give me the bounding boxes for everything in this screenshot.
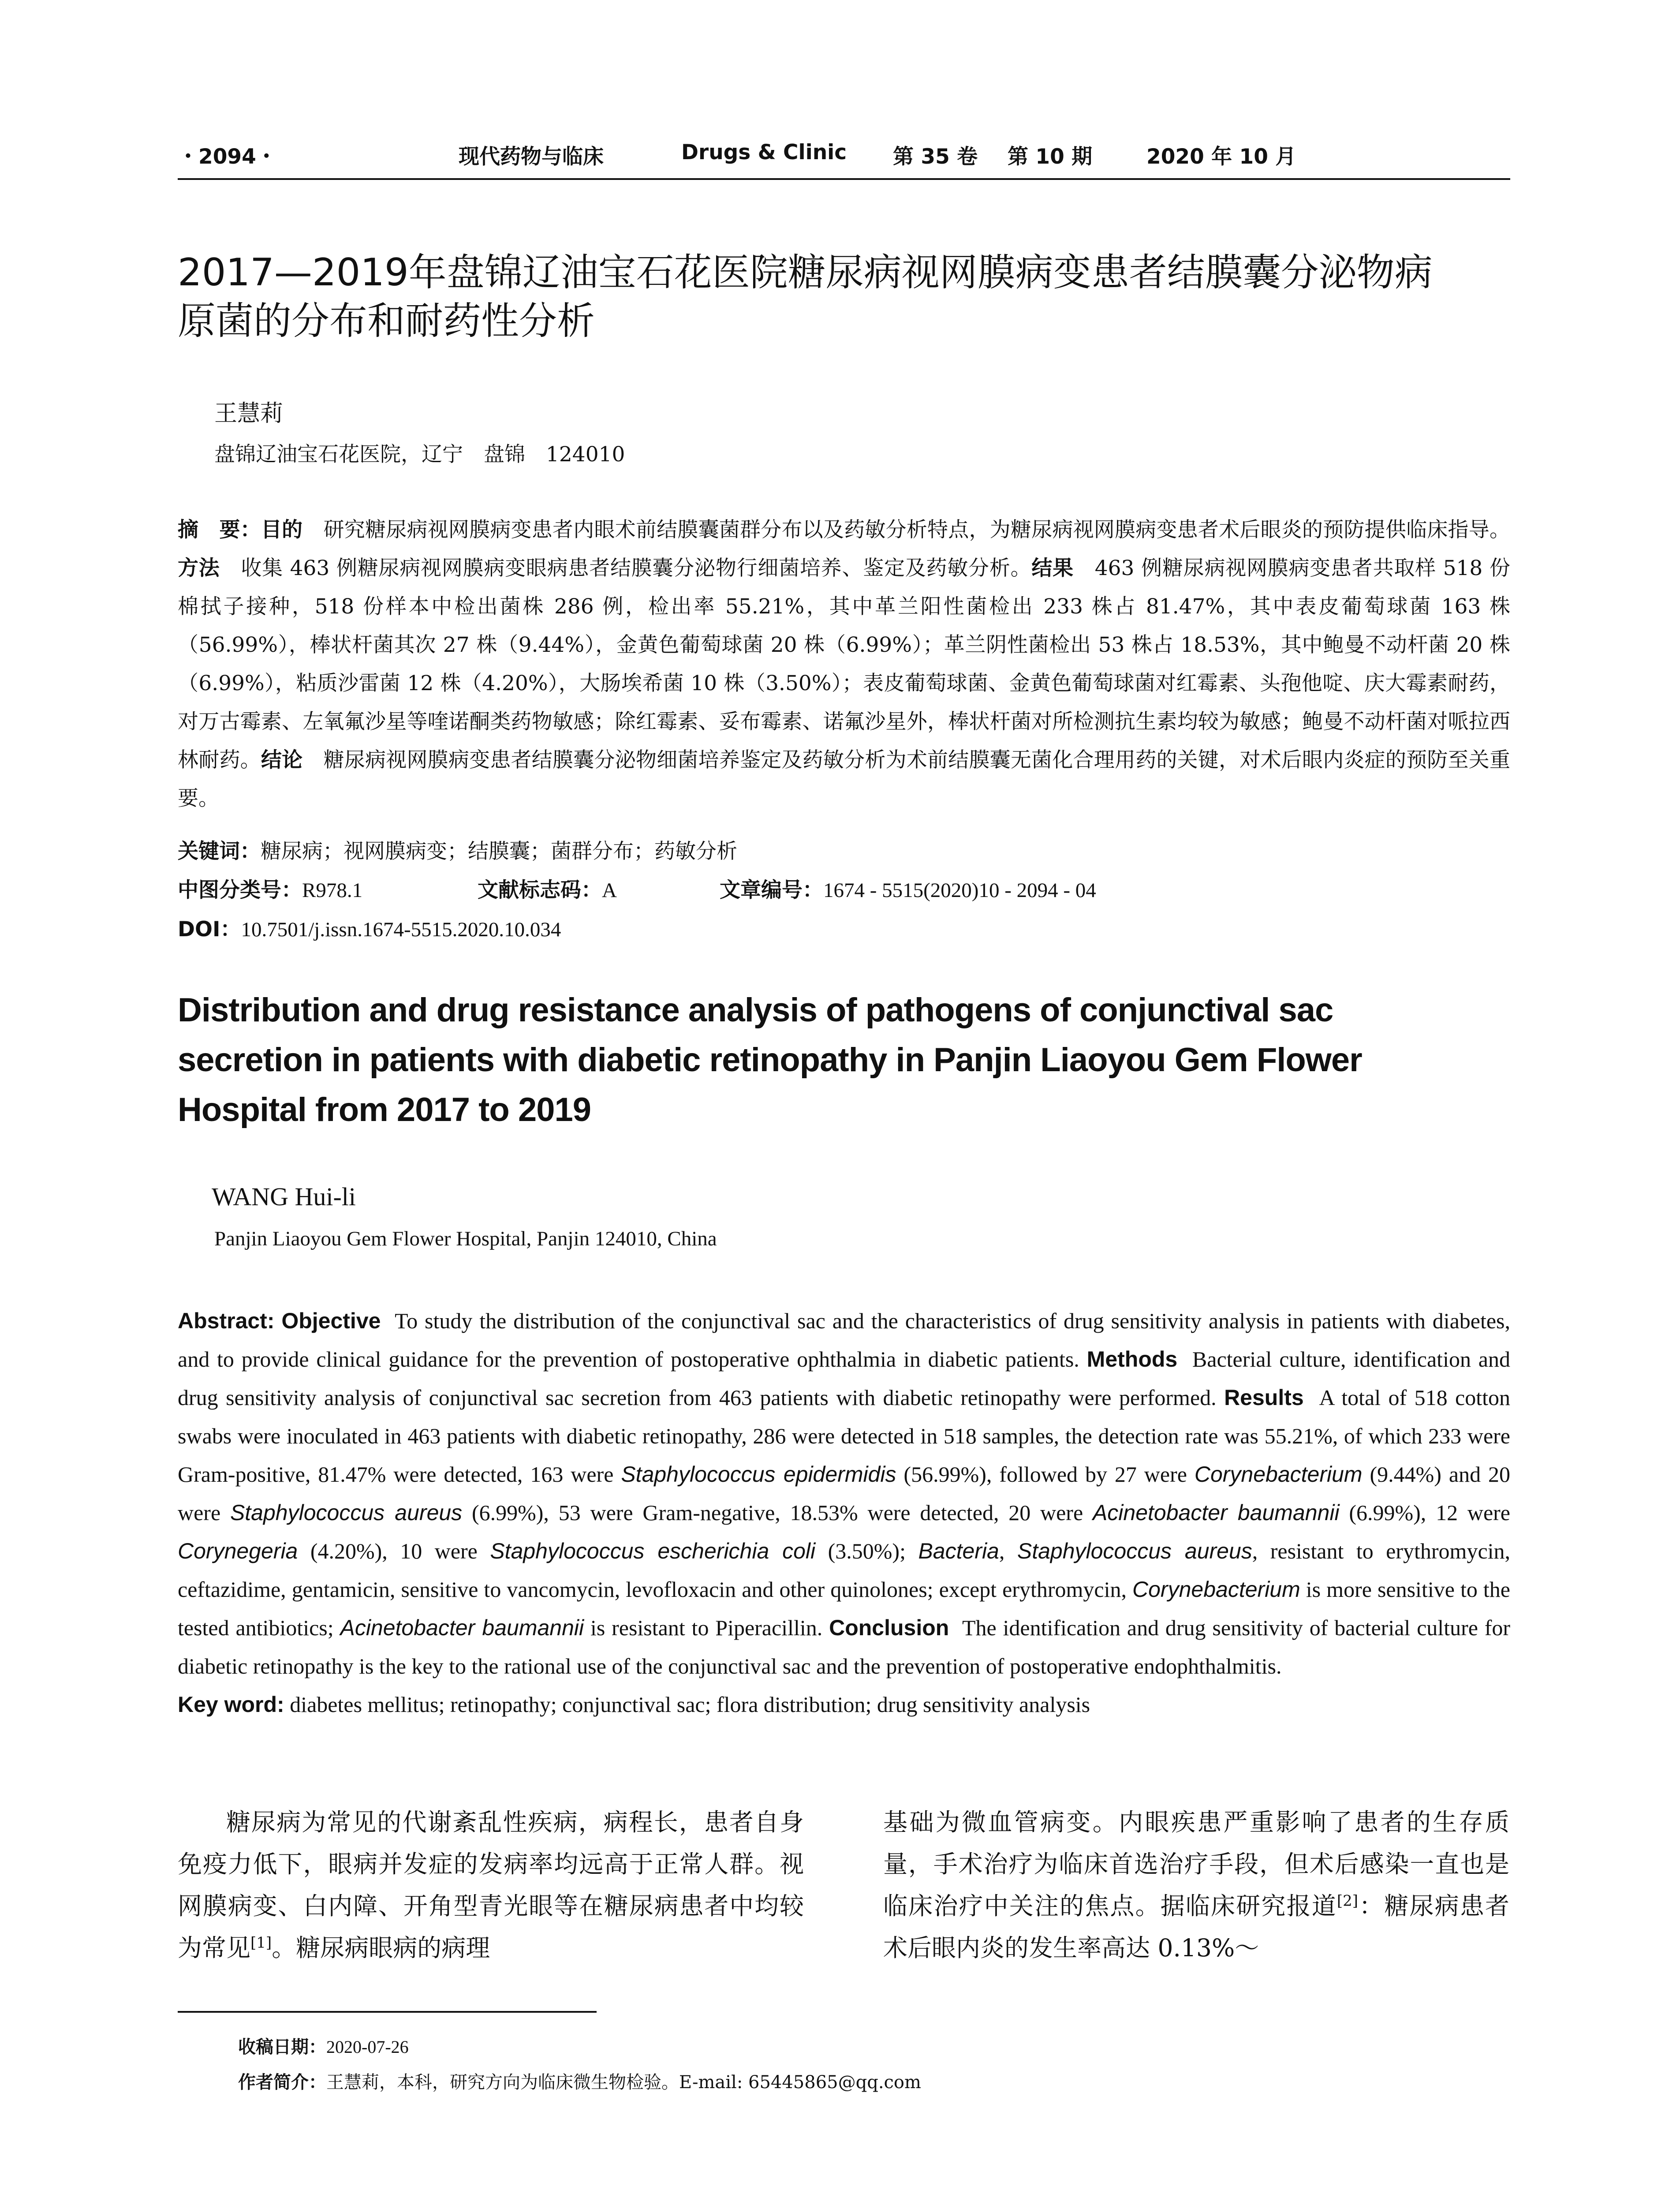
- results-text: 463 例糖尿病视网膜病变患者共取样 518 份棉拭子接种，518 份样本中检出菌株 286 例，检出率 55.21%，其中革兰阳性菌检出 233 株占 81.47%，其中表皮葡萄球菌 163 株（56.99%），棒状杆菌其次 27 株（9.44%），金黄色葡萄球菌 20 株（6.99%）；革兰阴性菌检出 53 株占 18.53%，其中鲍曼不动杆菌 20 株（6.99%），粘质沙雷菌 12 株（4.20%），大肠埃希菌 10 株（3.50%）；表皮葡萄球菌、金黄色葡萄球菌对红霉素、头孢他啶、庆大霉素耐药，对万古霉素、左氧氟沙星等喹诺酮类药物敏感；除红霉素、妥布霉素、诺氟沙星外，棒状杆菌对所检测抗生素均较为敏感；鲍曼不动杆菌对哌拉西林耐药。: [178, 556, 1511, 772]
- results-en-text-k: is resistant to Piperacillin.: [590, 1615, 823, 1640]
- keywords-en-label: Key word:: [178, 1692, 284, 1717]
- footnote-rule: [178, 2011, 597, 2013]
- species-name: Corynebacterium: [1132, 1577, 1300, 1602]
- footnote-received: [238, 2033, 409, 2058]
- abstract-cn: [178, 511, 1510, 818]
- results-en-text-f: (4.20%), 10 were: [310, 1539, 478, 1563]
- species-name: Corynegeria: [178, 1539, 298, 1563]
- methods-label: 方法: [178, 556, 220, 580]
- title-cn: [178, 248, 1510, 345]
- body-right-text: 基础为微血管病变。内眼疾患严重影响了患者的生存质量，手术治疗为临床首选治疗手段，但术后感染一直也是临床治疗中关注的焦点。据临床研究报道: [883, 1808, 1509, 1920]
- received-label: 收稿日期：: [238, 2037, 326, 2057]
- journal-name-en: Drugs & Clinic: [681, 140, 847, 164]
- conclusion-text: 糖尿病视网膜病变患者结膜囊分泌物细菌培养鉴定及药敏分析为术前结膜囊无菌化合理用药的关键，对术后眼内炎症的预防至关重要。: [178, 748, 1511, 811]
- clc-value: R978.1: [302, 879, 363, 902]
- body-left-text-end: 。糖尿病眼病的病理: [272, 1934, 490, 1962]
- author-en: WANG Hui-li: [212, 1182, 356, 1211]
- affiliation-en: Panjin Liaoyou Gem Flower Hospital, Panjin 124010, China: [214, 1227, 717, 1250]
- doc-code-value: A: [602, 879, 617, 902]
- bio-label: 作者简介：: [238, 2072, 326, 2093]
- results-en-text-i: , resistant to erythromycin, ceftazidime, gentamicin, sensitive to vancomycin, levofloxacin and other quinolones; except erythromycin,: [178, 1539, 1511, 1602]
- doi-link[interactable]: 10.7501/j.issn.1674-5515.2020.10.034: [241, 918, 561, 941]
- methods-en-label: Methods: [1086, 1347, 1178, 1372]
- keywords-en-text: diabetes mellitus; retinopathy; conjunctival sac; flora distribution; drug sensitivity analysis: [290, 1692, 1090, 1717]
- species-name: Staphylococcus escherichia coli: [490, 1539, 816, 1563]
- objective-en-text: To study the distribution of the conjunctival sac and the characteristics of drug sensitivity analysis in patients with diabetes, and to provide clinical guidance for the prevention of postoperative ophthalmia in diabetic patients.: [178, 1308, 1511, 1372]
- article-number-label: 文章编号：: [720, 878, 823, 902]
- objective-text: 研究糖尿病视网膜病变患者内眼术前结膜囊菌群分布以及药敏分析特点，为糖尿病视网膜病变患者术后眼炎的预防提供临床指导。: [302, 518, 1511, 542]
- species-name: Bacteria: [918, 1539, 999, 1563]
- citation-2[interactable]: [2]: [1337, 1892, 1359, 1910]
- results-label: 结果: [1031, 556, 1074, 580]
- conclusion-label: 结论: [261, 748, 303, 772]
- results-en-text-b: (56.99%), followed by 27 were: [903, 1462, 1187, 1487]
- species-name: Staphylococcus epidermidis: [621, 1462, 896, 1487]
- results-en-label: Results: [1224, 1385, 1304, 1410]
- abstract-en: [178, 1302, 1510, 1724]
- title-en: [178, 985, 1545, 1135]
- results-en-text-c: (9.44%) and 20 were: [178, 1462, 1510, 1525]
- author-cn: 王慧莉: [214, 400, 284, 427]
- header-rule: [178, 178, 1510, 180]
- keywords-cn: [178, 835, 737, 864]
- journal-issue: 第 10 期: [1008, 145, 1093, 169]
- article-number-value: 1674 - 5515(2020)10 - 2094 - 04: [823, 879, 1096, 902]
- journal-volume: 第 35 卷: [893, 145, 978, 169]
- title-en-line-1: Distribution and drug resistance analysis of pathogens of conjunctival sac: [178, 991, 1333, 1029]
- species-name: Corynebacterium: [1194, 1462, 1363, 1487]
- clc-label: 中图分类号：: [178, 878, 302, 902]
- results-en-text-h: ,: [999, 1539, 1005, 1563]
- classification-line: [178, 874, 362, 903]
- species-name: Acinetobacter baumannii: [340, 1615, 584, 1640]
- bio-text: 王慧莉，本科，研究方向为临床微生物检验。E-mail: 65445865@qq.com: [326, 2072, 921, 2093]
- document-code: [478, 874, 617, 903]
- body-column-left: [178, 1801, 804, 1969]
- species-name: Acinetobacter baumannii: [1092, 1500, 1340, 1525]
- title-cn-line-1: 2017—2019年盘锦辽油宝石花医院糖尿病视网膜病变患者结膜囊分泌物病: [178, 250, 1433, 295]
- conclusion-en-text: The identification and drug sensitivity of bacterial culture for diabetic retinopathy is the key to the rational use of the conjunctival sac and the prevention of postoperative endophthalmitis.: [178, 1615, 1511, 1678]
- results-en-text-j: is more sensitive to the tested antibiotics;: [178, 1577, 1510, 1640]
- title-cn-line-2: 原菌的分布和耐药性分析: [178, 299, 595, 343]
- methods-en-text: Bacterial culture, identification and drug sensitivity analysis of conjunctival sac secretion from 463 patients with diabetic retinopathy were performed.: [178, 1347, 1511, 1410]
- page-number: ・2094・: [178, 145, 277, 169]
- journal-date: 2020 年 10 月: [1146, 145, 1296, 169]
- species-name: Staphylococcus aureus: [1017, 1539, 1252, 1563]
- doc-code-label: 文献标志码：: [478, 878, 602, 902]
- keywords-cn-text: 糖尿病；视网膜病变；结膜囊；菌群分布；药敏分析: [261, 839, 737, 863]
- footnote-author-bio: [238, 2068, 921, 2093]
- received-date: 2020-07-26: [326, 2037, 409, 2057]
- body-left-text: 糖尿病为常见的代谢紊乱性疾病，病程长，患者自身免疫力低下，眼病并发症的发病率均远高于正常人群。视网膜病变、白内障、开角型青光眼等在糖尿病患者中均较为常见: [178, 1808, 804, 1962]
- journal-name-cn: 现代药物与临床: [459, 145, 604, 169]
- doi-line: [178, 913, 561, 942]
- abstract-en-label: Abstract:: [178, 1308, 275, 1333]
- species-name: Staphylococcus aureus: [230, 1500, 463, 1525]
- citation-1[interactable]: [1]: [250, 1934, 272, 1952]
- results-en-text-g: (3.50%);: [828, 1539, 906, 1563]
- doi-label: DOI：: [178, 917, 241, 942]
- conclusion-en-label: Conclusion: [829, 1615, 949, 1640]
- results-en-text-a: A total of 518 cotton swabs were inoculated in 463 patients with diabetic retinopathy, 286 were detected in 518 samples, the detection rate was 55.21%, of which 233 were Gram-positive, 81.47% were detected, 163 were: [178, 1385, 1511, 1487]
- title-en-line-2: secretion in patients with diabetic retinopathy in Panjin Liaoyou Gem Flower: [178, 1041, 1362, 1079]
- keywords-cn-label: 关键词：: [178, 839, 261, 863]
- article-number: [720, 874, 1096, 903]
- methods-text: 收集 463 例糖尿病视网膜病变眼病患者结膜囊分泌物行细菌培养、鉴定及药敏分析。: [220, 556, 1032, 580]
- results-en-text-e: (6.99%), 12 were: [1349, 1500, 1510, 1525]
- objective-label: 目的: [261, 518, 303, 542]
- affiliation-cn: 盘锦辽油宝石花医院，辽宁 盘锦 124010: [214, 442, 625, 467]
- title-en-line-3: Hospital from 2017 to 2019: [178, 1091, 591, 1129]
- body-column-right: [883, 1801, 1509, 1969]
- body-right-text-end: ：糖尿病患者术后眼内炎的发生率高达 0.13%～: [883, 1892, 1509, 1962]
- objective-en-label: Objective: [281, 1308, 381, 1333]
- abstract-cn-label: 摘 要：: [178, 518, 261, 542]
- results-en-text-d: (6.99%), 53 were Gram-negative, 18.53% were detected, 20 were: [471, 1500, 1083, 1525]
